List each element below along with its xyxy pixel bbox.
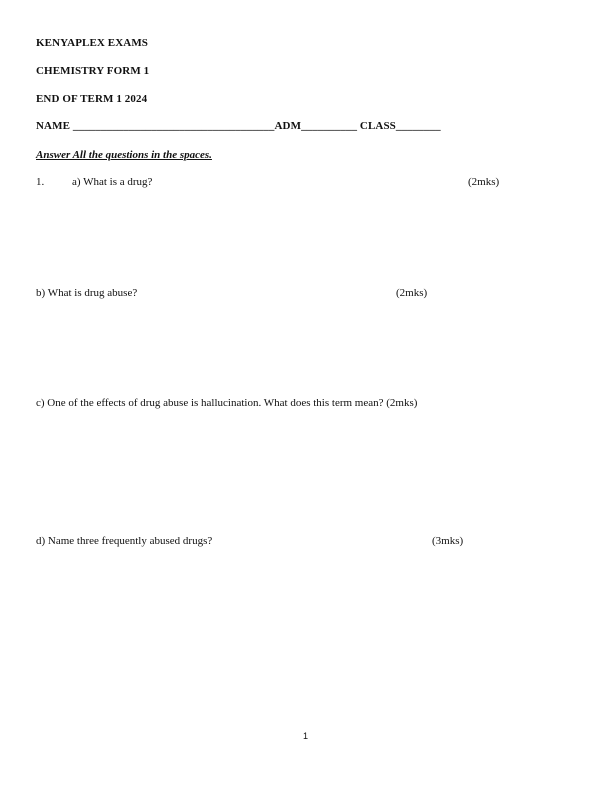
subject-title: CHEMISTRY FORM 1 bbox=[36, 65, 150, 77]
question-1a-marks: (2mks) bbox=[468, 176, 500, 188]
exam-term: END OF TERM 1 2024 bbox=[36, 93, 148, 105]
name-blank[interactable]: ____________________________________ bbox=[72, 120, 275, 132]
school-name: KENYAPLEX EXAMS bbox=[36, 37, 149, 49]
class-blank[interactable]: ________ bbox=[395, 120, 441, 132]
name-label: NAME bbox=[36, 120, 71, 132]
class-label: CLASS bbox=[359, 120, 396, 132]
student-info-line bbox=[36, 120, 441, 132]
instructions: Answer All the questions in the spaces. bbox=[36, 149, 212, 161]
question-1c-text: c) One of the effects of drug abuse is hallucination. What does this term mean? (2mks) bbox=[36, 397, 418, 409]
adm-label: ADM bbox=[274, 120, 302, 132]
question-1a-text: a) What is a drug? bbox=[72, 176, 153, 188]
question-1b-text: b) What is drug abuse? bbox=[36, 287, 138, 299]
question-1d-marks: (3mks) bbox=[432, 535, 464, 547]
page-number: 1 bbox=[303, 731, 309, 741]
adm-blank[interactable]: __________ bbox=[301, 120, 358, 132]
question-1b-marks: (2mks) bbox=[396, 287, 428, 299]
question-number: 1. bbox=[36, 176, 45, 188]
question-1d-text: d) Name three frequently abused drugs? bbox=[36, 535, 213, 547]
